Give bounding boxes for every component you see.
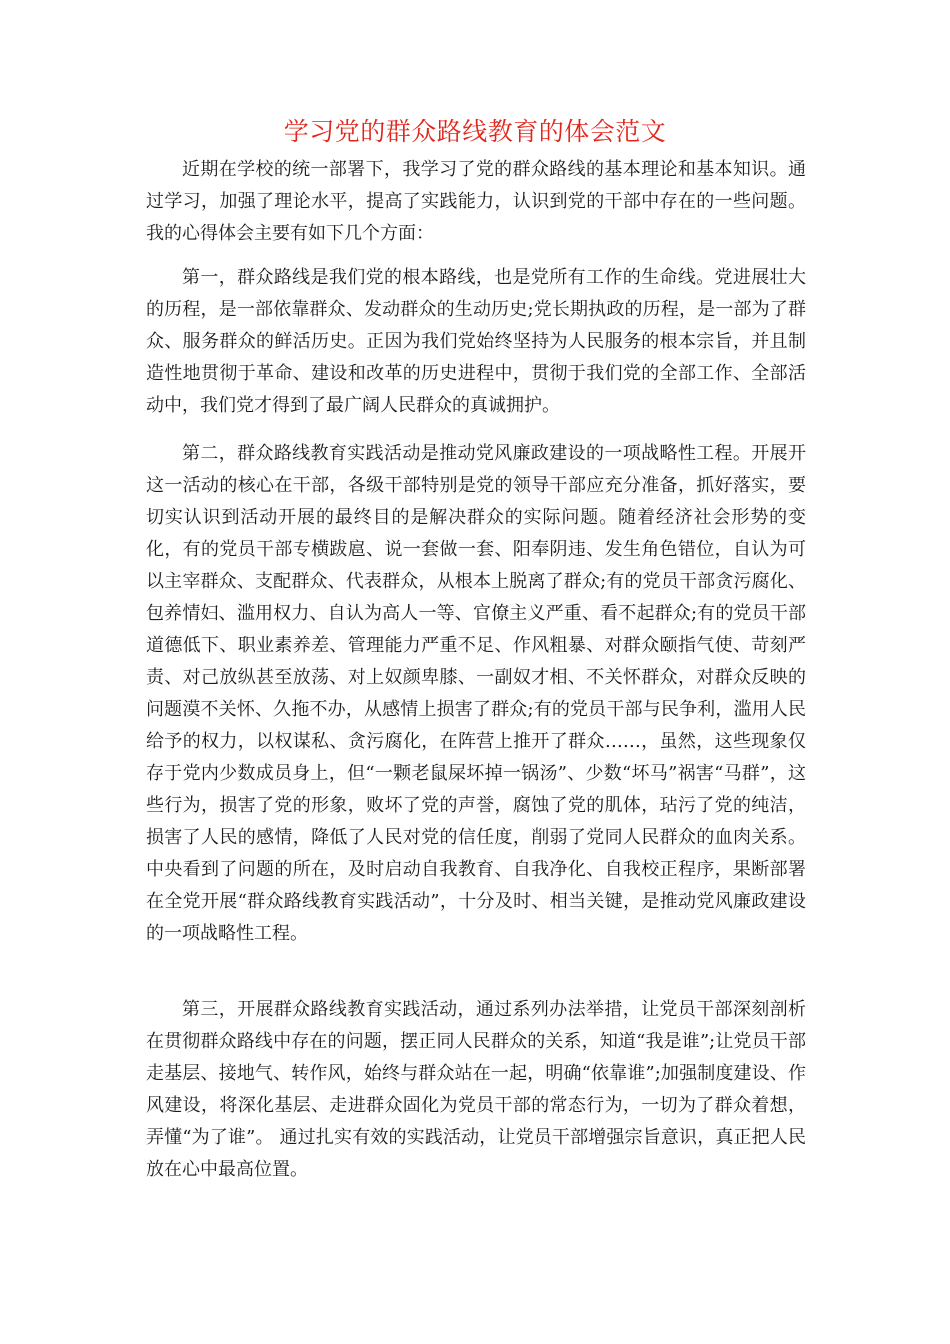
paragraph-third-point (146, 994, 806, 1186)
paragraph-text: 第一，群众路线是我们党的根本路线，也是党所有工作的生命线。党进展壮大的历程，是一部依靠群众、发动群众的生动历史;党长期执政的历程，是一部为了群众、服务群众的鲜活历史。正因为我们党始终坚持为人民服务的根本宗旨，并且制造性地贯彻于革命、建设和改革的历史进程中，贯彻于我们党的全部工作、全部活动中，我们党才得到了最广阔人民群众的真诚拥护。 (146, 267, 806, 416)
document-title: 学习党的群众路线教育的体会范文 (283, 117, 667, 146)
paragraph-text: 近期在学校的统一部署下，我学习了党的群众路线的基本理论和基本知识。通过学习，加强了理论水平，提高了实践能力，认识到党的干部中存在的一些问题。我的心得体会主要有如下几个方面： (146, 159, 806, 244)
paragraph-second-point (146, 438, 806, 950)
paragraph-first-point (146, 262, 806, 422)
paragraph-intro (146, 154, 806, 250)
paragraph-text: 第二，群众路线教育实践活动是推动党风廉政建设的一项战略性工程。开展开这一活动的核心在干部，各级干部特别是党的领导干部应充分准备，抓好落实，要切实认识到活动开展的最终目的是解决群众的实际问题。随着经济社会形势的变化，有的党员干部专横跋扈、说一套做一套、阳奉阴违、发生角色错位，自认为可以主宰群众、支配群众、代表群众，从根本上脱离了群众;有的党员干部贪污腐化、包养情妇、滥用权力、自认为高人一等、官僚主义严重、看不起群众;有的党员干部道德低下、职业素养差、管理能力严重不足、作风粗暴、对群众颐指气使、苛刻严责、对己放纵甚至放荡、对上奴颜卑膝、一副奴才相、不关怀群众，对群众反映的问题漠不关怀、久拖不办，从感情上损害了群众;有的党员干部与民争利，滥用人民给予的权力，以权谋私、贪污腐化，在阵营上推开了群众……，虽然，这些现象仅存于党内少数成员身上，但“一颗老鼠屎坏掉一锅汤”、少数“坏马”祸害“马群”，这些行为，损害了党的形象，败坏了党的声誉，腐蚀了党的肌体，玷污了党的纯洁，损害了人民的感情，降低了人民对党的信任度，削弱了党同人民群众的血肉关系。中央看到了问题的所在，及时启动自我教育、自我净化、自我校正程序，果断部署在全党开展“群众路线教育实践活动”，十分及时、相当关键，是推动党风廉政建设的一项战略性工程。 (146, 443, 806, 944)
paragraph-text: 第三，开展群众路线教育实践活动，通过系列办法举措，让党员干部深刻剖析在贯彻群众路线中存在的问题，摆正同人民群众的关系，知道“我是谁”;让党员干部走基层、接地气、转作风，始终与群众站在一起，明确“依靠谁”;加强制度建设、作风建设，将深化基层、走进群众固化为党员干部的常态行为，一切为了群众着想，弄懂“为了谁”。 通过扎实有效的实践活动，让党员干部增强宗旨意识，真正把人民放在心中最高位置。 (146, 999, 806, 1180)
